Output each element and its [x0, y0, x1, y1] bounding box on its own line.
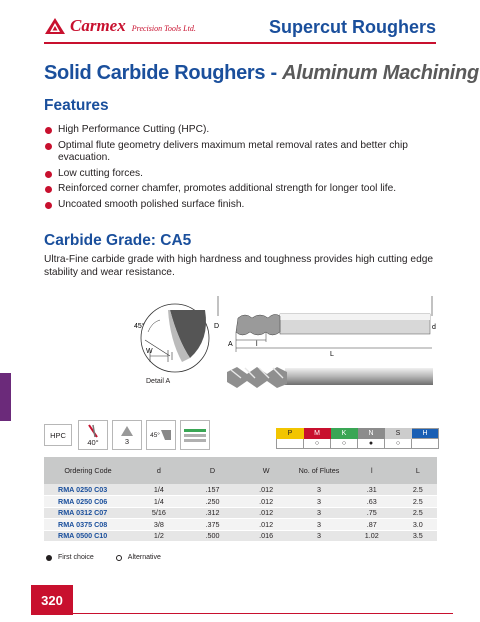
grade-heading: Carbide Grade: CA5 [44, 232, 192, 249]
col-w: W [239, 457, 293, 484]
page-title [44, 62, 479, 85]
ordering-code-cell: RMA 0250 C03 [44, 484, 132, 496]
table-cell: .012 [239, 507, 293, 519]
flutes-icon [112, 420, 142, 450]
header-divider [44, 42, 436, 44]
l-large-label: L [330, 351, 334, 356]
iso-mark-m: ○ [304, 439, 331, 449]
angle-label: 45° [134, 323, 145, 330]
ordering-code-cell: RMA 0500 C10 [44, 530, 132, 542]
iso-mark-n: ● [358, 439, 385, 449]
col-flutes: No. of Flutes [293, 457, 345, 484]
flute-glyph-icon [120, 425, 134, 437]
section-side-tab [0, 373, 11, 421]
a-label: A [228, 341, 233, 348]
brand-logo [44, 16, 196, 36]
helix-angle-label: 40° [87, 437, 99, 447]
material-suitability-table [276, 428, 439, 449]
footer-divider [73, 613, 453, 614]
l-small-label: l [256, 341, 258, 348]
table-cell: 2.5 [399, 484, 437, 496]
col-d-small: d [132, 457, 186, 484]
chamfer-label: 45° [150, 431, 160, 439]
legend-alternative: Alternative [127, 554, 161, 561]
table-cell: .157 [186, 484, 240, 496]
ordering-code-cell: RMA 0375 C08 [44, 519, 132, 531]
table-cell: .012 [239, 496, 293, 508]
d-upper-label: D [214, 323, 220, 330]
table-cell: 3.0 [399, 519, 437, 531]
feature-item: High Performance Cutting (HPC). [44, 124, 440, 137]
ordering-code-cell: RMA 0250 C06 [44, 496, 132, 508]
features-list [44, 124, 440, 214]
first-choice-icon [46, 555, 52, 561]
flutes-label: 3 [124, 436, 130, 446]
helix-angle-icon [78, 420, 108, 450]
iso-header-p: P [277, 429, 304, 439]
detail-a-diagram [130, 300, 220, 378]
w-label: W [146, 348, 153, 355]
page-title-sub: Aluminum Machining [282, 62, 479, 84]
table-cell: 3 [293, 507, 345, 519]
iso-header-m: M [304, 429, 331, 439]
feature-item: Uncoated smooth polished surface finish. [44, 199, 440, 212]
table-cell: 1/4 [132, 496, 186, 508]
ordering-code-cell: RMA 0312 C07 [44, 507, 132, 519]
col-d-large: D [186, 457, 240, 484]
table-row [44, 496, 437, 508]
table-cell: .016 [239, 530, 293, 542]
col-l-small: l [345, 457, 399, 484]
feature-item: Optimal flute geometry delivers maximum metal removal rates and better chip evacuation. [44, 140, 440, 165]
col-ordering-code: Ordering Code [44, 457, 132, 484]
table-cell: 3 [293, 530, 345, 542]
table-cell: .75 [345, 507, 399, 519]
table-cell: .87 [345, 519, 399, 531]
iso-header-h: H [412, 429, 439, 439]
feature-item: Low cutting forces. [44, 168, 440, 181]
iso-header-k: K [331, 429, 358, 439]
iso-mark-s: ○ [385, 439, 412, 449]
table-cell: .31 [345, 484, 399, 496]
table-cell: 1.02 [345, 530, 399, 542]
ordering-table [44, 457, 437, 542]
table-cell: .012 [239, 519, 293, 531]
detail-label: Detail A [146, 378, 171, 385]
header-title: Supercut Roughers [268, 17, 436, 37]
end-mill-drawing [210, 296, 440, 356]
iso-header-n: N [358, 429, 385, 439]
legend-first-choice: First choice [58, 554, 94, 561]
table-cell: 1/2 [132, 530, 186, 542]
table-cell: 5/16 [132, 507, 186, 519]
table-header-row [44, 457, 437, 484]
table-cell: .012 [239, 484, 293, 496]
table-row [44, 530, 437, 542]
page-title-main: Solid Carbide Roughers - [44, 62, 283, 84]
brand-name: Carmex [70, 16, 126, 35]
iso-mark-p [277, 439, 304, 449]
iso-header-s: S [385, 429, 412, 439]
finish-icon [180, 420, 210, 450]
table-cell: .250 [186, 496, 240, 508]
table-cell: 3 [293, 484, 345, 496]
carmex-logo-icon [44, 17, 66, 35]
table-cell: 3.5 [399, 530, 437, 542]
table-row [44, 507, 437, 519]
features-heading: Features [44, 97, 109, 114]
hpc-label: HPC [50, 430, 66, 440]
chamfer-icon [146, 420, 176, 450]
table-cell: 2.5 [399, 507, 437, 519]
table-cell: 2.5 [399, 496, 437, 508]
page-number: 320 [31, 585, 73, 615]
d-lower-label: d [432, 324, 436, 331]
product-photo [225, 364, 435, 390]
legend [46, 554, 161, 561]
table-cell: 3 [293, 519, 345, 531]
table-row [44, 519, 437, 531]
feature-item: Reinforced corner chamfer, promotes additional strength for longer tool life. [44, 183, 440, 196]
table-cell: .312 [186, 507, 240, 519]
alternative-icon [116, 555, 122, 561]
iso-mark-row [277, 439, 439, 449]
col-l-large: L [399, 457, 437, 484]
table-cell: 3/8 [132, 519, 186, 531]
iso-mark-k: ○ [331, 439, 358, 449]
table-cell: 3 [293, 496, 345, 508]
table-row [44, 484, 437, 496]
helix-glyph-icon [86, 424, 100, 438]
hpc-icon [44, 424, 72, 446]
table-cell: 1/4 [132, 484, 186, 496]
table-cell: .375 [186, 519, 240, 531]
brand-subtitle: Precision Tools Ltd. [131, 24, 196, 33]
grade-description: Ultra-Fine carbide grade with high hardness and toughness provides high cutting edge stability and wear resistance. [44, 254, 434, 278]
iso-mark-h [412, 439, 439, 449]
table-cell: .500 [186, 530, 240, 542]
iso-header-row [277, 429, 439, 439]
chamfer-glyph-icon [160, 429, 172, 441]
table-cell: .63 [345, 496, 399, 508]
